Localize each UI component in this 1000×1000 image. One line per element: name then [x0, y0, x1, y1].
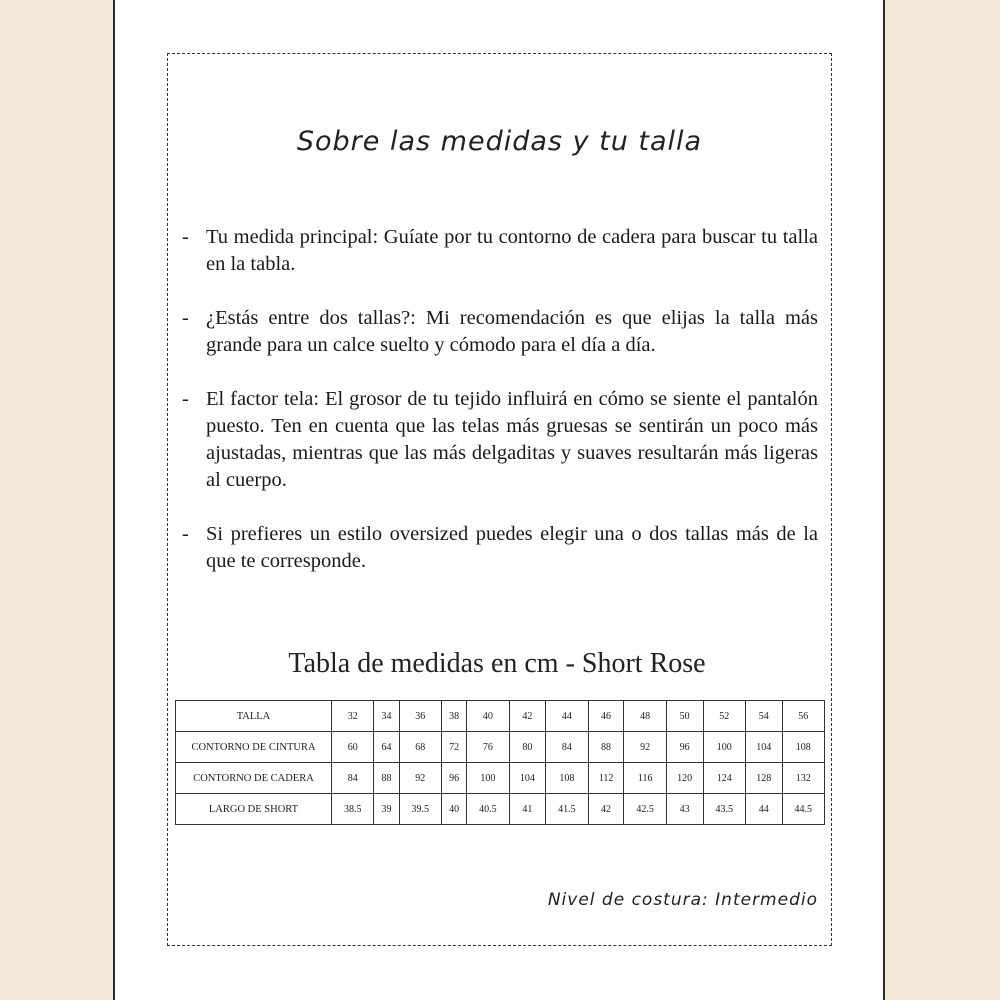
- row-label: LARGO DE SHORT: [176, 794, 332, 825]
- table-cell: 128: [745, 763, 782, 794]
- list-item: - Tu medida principal: Guíate por tu contorno de cadera para buscar tu talla en la tabla.: [182, 226, 818, 275]
- table-cell: 43.5: [703, 794, 745, 825]
- table-cell: 92: [399, 763, 441, 794]
- table-cell: 34: [374, 701, 399, 732]
- list-item: - ¿Estás entre dos tallas?: Mi recomendación es que elijas la talla más grande para un calce suelto y cómodo para el día a día.: [182, 307, 818, 356]
- table-cell: 40: [467, 701, 509, 732]
- table-cell: 38.5: [332, 794, 374, 825]
- table-cell: 41: [509, 794, 546, 825]
- table-cell: 46: [588, 701, 624, 732]
- row-label: CONTORNO DE CADERA: [176, 763, 332, 794]
- table-cell: 72: [441, 732, 466, 763]
- table-cell: 38: [441, 701, 466, 732]
- table-cell: 52: [703, 701, 745, 732]
- table-cell: 120: [666, 763, 703, 794]
- table-cell: 88: [588, 732, 624, 763]
- table-cell: 104: [745, 732, 782, 763]
- table-cell: 39: [374, 794, 399, 825]
- table-cell: 104: [509, 763, 546, 794]
- size-table: [175, 700, 825, 825]
- table-cell: 96: [441, 763, 466, 794]
- table-cell: 44: [745, 794, 782, 825]
- table-cell: 76: [467, 732, 509, 763]
- list-item: - El factor tela: El grosor de tu tejido influirá en cómo se siente el pantalón puesto. Ten en cuenta que las telas más gruesas se sentirán un poco más ajustadas, mientras que las más delgaditas y suaves resultarán más ligeras al cuerpo.: [182, 388, 818, 491]
- table-cell: 68: [399, 732, 441, 763]
- table-row: [176, 701, 825, 732]
- table-cell: 54: [745, 701, 782, 732]
- table-cell: 42: [588, 794, 624, 825]
- tips-list: [180, 224, 818, 602]
- table-cell: 32: [332, 701, 374, 732]
- table-title: Tabla de medidas en cm - Short Rose: [288, 648, 706, 679]
- table-cell: 50: [666, 701, 703, 732]
- row-label: TALLA: [176, 701, 332, 732]
- table-cell: 84: [332, 763, 374, 794]
- list-item-text: Si prefieres un estilo oversized puedes elegir una o dos tallas más de la que te corresponde.: [206, 523, 818, 572]
- table-cell: 43: [666, 794, 703, 825]
- table-cell: 41.5: [546, 794, 588, 825]
- table-cell: 48: [624, 701, 666, 732]
- table-cell: 44: [546, 701, 588, 732]
- list-item-text: Tu medida principal: Guíate por tu contorno de cadera para buscar tu talla en la tabla.: [206, 226, 818, 275]
- list-item-text: El factor tela: El grosor de tu tejido influirá en cómo se siente el pantalón puesto. Ten en cuenta que las telas más gruesas se sentirán un poco más ajustadas, mientras que las más delgaditas y suaves resultarán más ligeras al cuerpo.: [206, 388, 818, 491]
- table-cell: 100: [467, 763, 509, 794]
- row-label: CONTORNO DE CINTURA: [176, 732, 332, 763]
- list-item-text: ¿Estás entre dos tallas?: Mi recomendación es que elijas la talla más grande para un calce suelto y cómodo para el día a día.: [206, 307, 818, 356]
- table-cell: 36: [399, 701, 441, 732]
- page-title: Sobre las medidas y tu talla: [296, 126, 703, 157]
- table-row: [176, 763, 825, 794]
- table-cell: 40: [441, 794, 466, 825]
- table-cell: 92: [624, 732, 666, 763]
- table-cell: 100: [703, 732, 745, 763]
- table-cell: 112: [588, 763, 624, 794]
- table-cell: 64: [374, 732, 399, 763]
- table-cell: 40.5: [467, 794, 509, 825]
- table-cell: 88: [374, 763, 399, 794]
- table-cell: 42: [509, 701, 546, 732]
- table-row: [176, 794, 825, 825]
- table-cell: 80: [509, 732, 546, 763]
- table-cell: 44.5: [782, 794, 824, 825]
- table-cell: 124: [703, 763, 745, 794]
- table-row: [176, 732, 825, 763]
- table-cell: 84: [546, 732, 588, 763]
- list-item: - Si prefieres un estilo oversized puedes elegir una o dos tallas más de la que te corresponde.: [182, 523, 818, 572]
- table-cell: 60: [332, 732, 374, 763]
- table-cell: 39.5: [399, 794, 441, 825]
- table-cell: 116: [624, 763, 666, 794]
- table-cell: 132: [782, 763, 824, 794]
- table-cell: 96: [666, 732, 703, 763]
- table-cell: 108: [782, 732, 824, 763]
- table-cell: 108: [546, 763, 588, 794]
- table-cell: 42.5: [624, 794, 666, 825]
- sewing-level: Nivel de costura: Intermedio: [547, 890, 818, 910]
- table-cell: 56: [782, 701, 824, 732]
